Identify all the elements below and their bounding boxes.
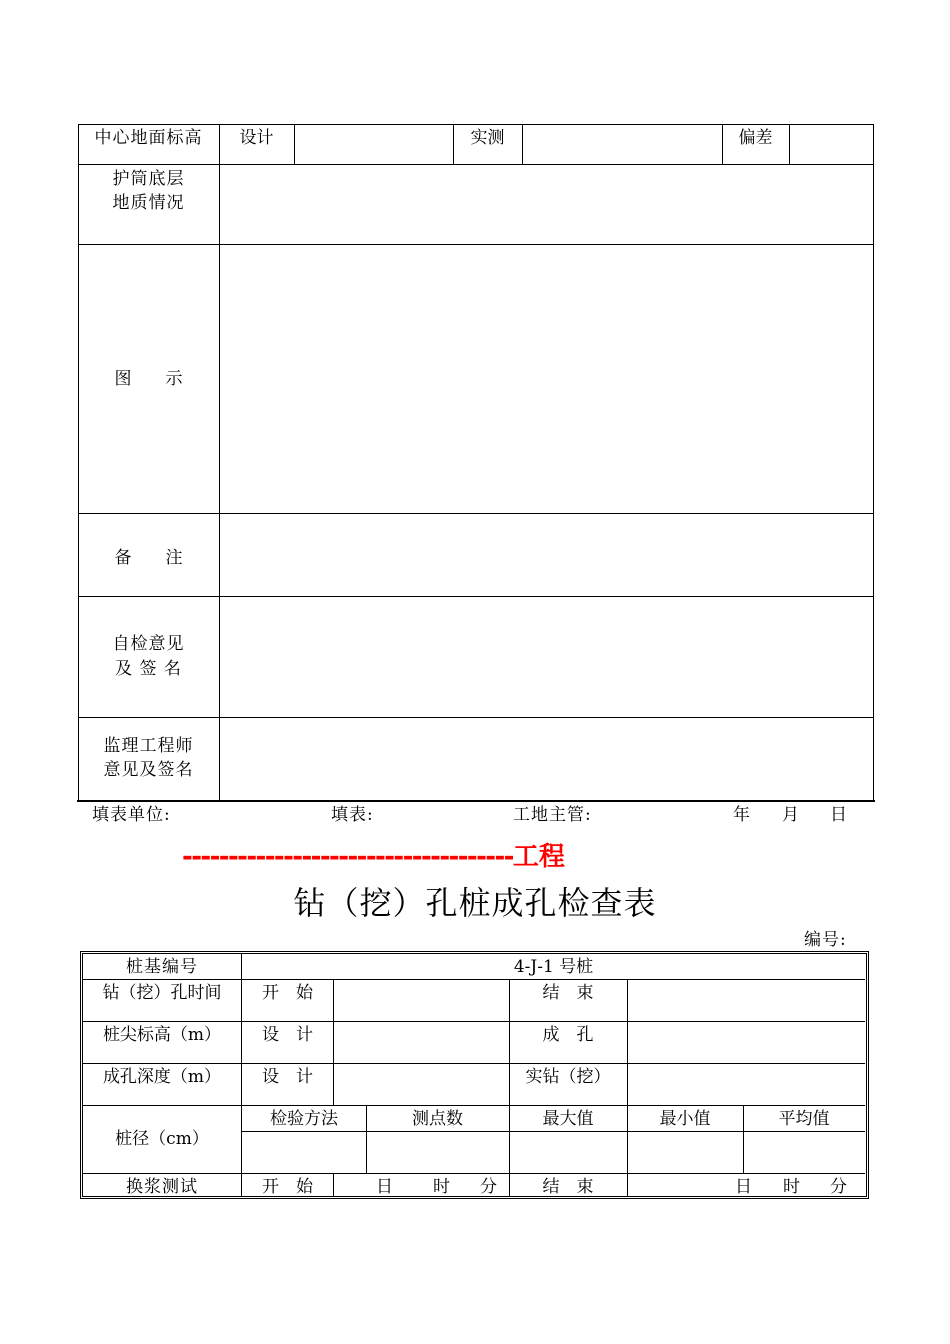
depth-design-cell[interactable]	[334, 1064, 509, 1105]
col-average-value: 平均值	[778, 1109, 830, 1129]
slurry-test-label: 换浆测试	[126, 1177, 198, 1197]
table-bottom-line	[77, 800, 875, 802]
slurry-start-label: 开 始	[262, 1177, 313, 1197]
tip-design-label: 设 计	[262, 1025, 313, 1045]
min-value-cell[interactable]	[628, 1132, 743, 1173]
slurry-end-day: 日	[735, 1177, 752, 1197]
drill-start-cell[interactable]	[334, 980, 509, 1021]
actual-drill-cell[interactable]	[628, 1064, 865, 1105]
casing-geology-cell[interactable]	[220, 165, 873, 244]
casing-geology-label-line2: 地质情况	[112, 193, 185, 213]
tip-elevation-label: 桩尖标高（m）	[102, 1025, 222, 1045]
project-name-line	[182, 836, 782, 870]
diagram-cell[interactable]	[220, 245, 873, 513]
month-label: 月	[782, 805, 799, 825]
self-check-label-line1: 自检意见	[112, 634, 185, 654]
site-manager-label: 工地主管:	[513, 805, 592, 825]
test-method-cell[interactable]	[242, 1132, 366, 1173]
project-name-blank: ------------------------------------	[182, 842, 513, 872]
filler-label: 填表:	[331, 805, 374, 825]
average-value-cell[interactable]	[744, 1132, 865, 1173]
tip-design-cell[interactable]	[334, 1022, 509, 1063]
col-point-count: 测点数	[412, 1109, 463, 1129]
table-line	[78, 124, 874, 125]
pile-diameter-label: 桩径（cm）	[115, 1129, 209, 1149]
design-value-cell[interactable]	[295, 125, 453, 164]
slurry-start-hour: 时	[433, 1177, 450, 1197]
drill-start-label: 开 始	[262, 983, 313, 1003]
measured-label: 实测	[470, 128, 505, 148]
drill-end-cell[interactable]	[628, 980, 865, 1021]
hole-formed-label: 成 孔	[542, 1025, 594, 1045]
year-label: 年	[733, 805, 750, 825]
depth-design-label: 设 计	[262, 1067, 313, 1087]
page-title: 钻（挖）孔桩成孔检查表	[293, 884, 657, 922]
col-max-value: 最大值	[542, 1109, 594, 1129]
remarks-cell[interactable]	[220, 514, 873, 596]
slurry-end-label: 结 束	[542, 1177, 594, 1197]
pile-number-label: 桩基编号	[126, 957, 198, 977]
day-label: 日	[830, 805, 847, 825]
number-label: 编号:	[804, 930, 847, 950]
drill-time-label: 钻（挖）孔时间	[102, 983, 222, 1003]
table-line	[83, 1105, 865, 1106]
max-value-cell[interactable]	[510, 1132, 627, 1173]
slurry-end-minute: 分	[830, 1177, 847, 1197]
self-check-cell[interactable]	[220, 597, 873, 717]
table-line	[873, 124, 874, 801]
table-line	[78, 124, 79, 801]
design-label: 设计	[239, 128, 274, 148]
slurry-start-day: 日	[376, 1177, 393, 1197]
table-line	[333, 1173, 334, 1196]
supervisor-label-line2: 意见及签名	[103, 760, 194, 780]
table-line	[83, 1173, 865, 1174]
project-suffix: 工程	[512, 842, 565, 872]
col-test-method: 检验方法	[270, 1109, 338, 1129]
diagram-label: 图 示	[114, 369, 183, 389]
pile-number-value[interactable]: 4-J-1 号桩	[513, 957, 594, 977]
deviation-value-cell[interactable]	[790, 125, 873, 164]
filling-unit-label: 填表单位:	[92, 805, 171, 825]
drill-end-label: 结 束	[542, 983, 594, 1003]
remarks-label: 备 注	[114, 548, 183, 568]
self-check-label-line2: 及 签 名	[115, 659, 182, 679]
supervisor-label-line1: 监理工程师	[103, 736, 194, 756]
casing-geology-label-line1: 护筒底层	[112, 169, 185, 189]
col-min-value: 最小值	[659, 1109, 711, 1129]
hole-formed-cell[interactable]	[628, 1022, 865, 1063]
slurry-end-hour: 时	[783, 1177, 800, 1197]
measured-value-cell[interactable]	[523, 125, 722, 164]
slurry-start-minute: 分	[480, 1177, 497, 1197]
center-ground-elevation-label: 中心地面标高	[94, 128, 203, 148]
point-count-cell[interactable]	[367, 1132, 509, 1173]
hole-depth-label: 成孔深度（m）	[102, 1067, 222, 1087]
supervisor-cell[interactable]	[220, 718, 873, 800]
actual-drill-label: 实钻（挖）	[525, 1067, 611, 1087]
deviation-label: 偏差	[738, 128, 773, 148]
